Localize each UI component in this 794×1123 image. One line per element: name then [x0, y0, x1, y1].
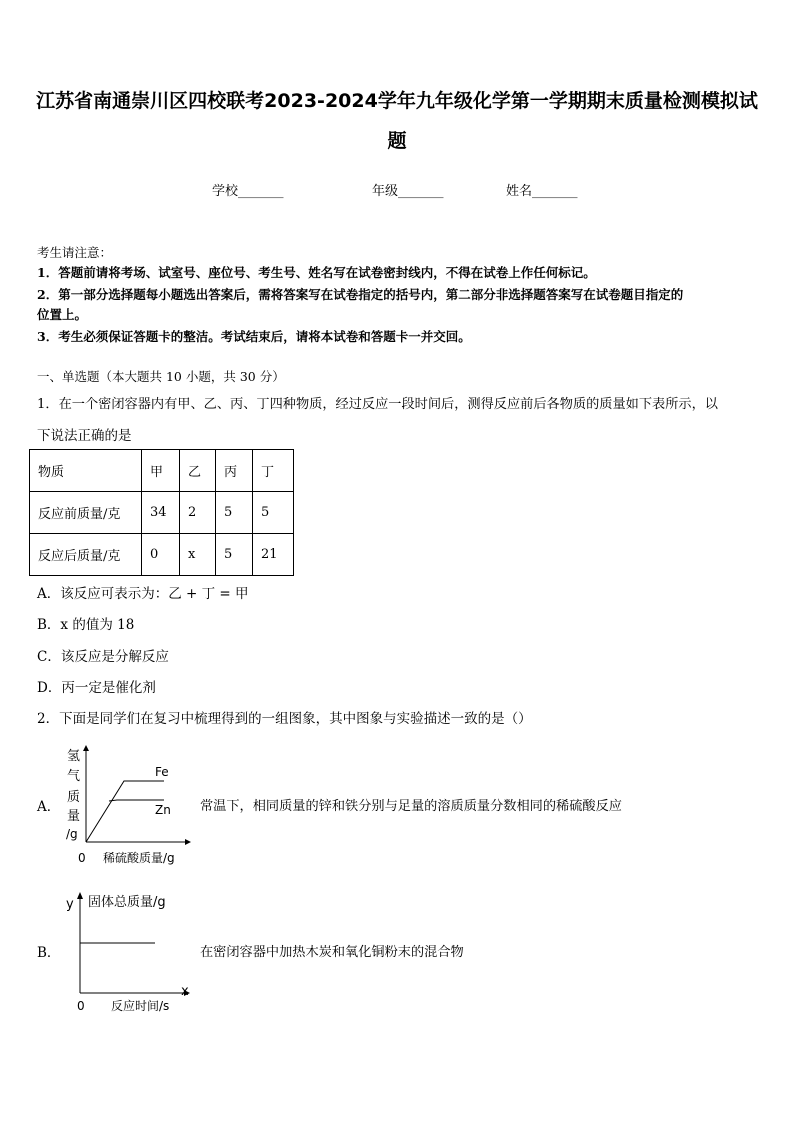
q1-option-b: B．x 的值为 18	[37, 617, 135, 633]
page-title-line2: 题	[387, 130, 407, 152]
notice-item-3: 3．考生必须保证答题卡的整洁。考试结束后，请将本试卷和答题卡一并交回。	[37, 329, 471, 344]
x-axis-label: 稀硫酸质量/g	[103, 851, 175, 865]
y-axis-arrow	[83, 745, 89, 751]
fe-curve	[86, 781, 164, 842]
grade-field: 年级_______	[372, 184, 444, 199]
q2-option-a-graph	[55, 745, 205, 870]
school-field: 学校_______	[212, 184, 284, 199]
fe-label: Fe	[155, 765, 169, 779]
y-axis-label: y	[66, 897, 74, 912]
name-field: 姓名_______	[506, 184, 578, 199]
table-row	[30, 534, 294, 576]
y-axis-title: 固体总质量/g	[88, 895, 166, 910]
q1-stem-line2: 下说法正确的是	[37, 428, 132, 444]
table-cell: 乙	[180, 450, 216, 492]
zn-curve	[109, 800, 164, 801]
q2-option-a-label: A．	[37, 799, 61, 815]
notice-item-1: 1．答题前请将考场、试室号、座位号、考生号、姓名写在试卷密封线内，不得在试卷上作任何标记。	[37, 265, 596, 280]
q2-option-a-description: 常温下，相同质量的锌和铁分别与足量的溶质质量分数相同的稀硫酸反应	[200, 799, 622, 814]
zn-label: Zn	[155, 803, 171, 817]
q1-option-c: C．该反应是分解反应	[37, 649, 169, 665]
y-axis-label-char: 量	[67, 809, 81, 824]
q1-option-d: D．丙一定是催化剂	[37, 680, 156, 696]
table-cell: 21	[253, 534, 294, 576]
table-cell: x	[180, 534, 216, 576]
table-cell: 5	[216, 492, 253, 534]
table-cell: 34	[142, 492, 180, 534]
x-axis-title: 反应时间/s	[111, 999, 170, 1013]
origin-label: 0	[77, 999, 85, 1013]
y-axis-arrow	[77, 892, 83, 899]
table-header-row	[30, 450, 294, 492]
y-axis-label-char: 气	[67, 769, 81, 784]
origin-label: 0	[78, 851, 86, 865]
y-axis-label-char: 质	[67, 790, 81, 805]
table-cell: 5	[216, 534, 253, 576]
y-axis-label-char: /g	[66, 827, 78, 841]
q2-option-b-description: 在密闭容器中加热木炭和氧化铜粉末的混合物	[200, 945, 464, 960]
notice-item-2: 2．第一部分选择题每小题选出答案后，需将答案写在试卷指定的括号内，第二部分非选择题答案写在试卷题目指定的	[37, 287, 684, 302]
q1-mass-table	[29, 449, 294, 576]
y-axis-label-char: 氢	[67, 749, 81, 764]
q1-option-a: A．该反应可表示为：乙 + 丁 = 甲	[37, 586, 249, 602]
q2-option-b-graph	[60, 890, 200, 1018]
x-axis-label: x	[181, 984, 189, 999]
section-heading: 一、单选题（本大题共 10 小题，共 30 分）	[37, 369, 285, 384]
table-cell: 5	[253, 492, 294, 534]
table-cell: 丙	[216, 450, 253, 492]
q1-stem-line1: 1．在一个密闭容器内有甲、乙、丙、丁四种物质，经过反应一段时间后，测得反应前后各物质的质量如下表所示，以	[37, 397, 718, 412]
notice-heading: 考生请注意：	[37, 245, 113, 260]
q2-stem: 2．下面是同学们在复习中梳理得到的一组图象，其中图象与实验描述一致的是（）	[37, 711, 532, 727]
table-cell: 2	[180, 492, 216, 534]
notice-item-2-continued: 位置上。	[37, 307, 88, 322]
table-cell: 丁	[253, 450, 294, 492]
x-axis-arrow	[185, 839, 191, 845]
table-cell: 物质	[30, 450, 142, 492]
table-cell: 反应前质量/克	[30, 492, 142, 534]
page-title-line1: 江苏省南通崇川区四校联考2023-2024学年九年级化学第一学期期末质量检测模拟试	[36, 90, 758, 112]
table-cell: 甲	[142, 450, 180, 492]
table-cell: 0	[142, 534, 180, 576]
table-cell: 反应后质量/克	[30, 534, 142, 576]
table-row	[30, 492, 294, 534]
q2-option-b-label: B．	[37, 945, 61, 961]
